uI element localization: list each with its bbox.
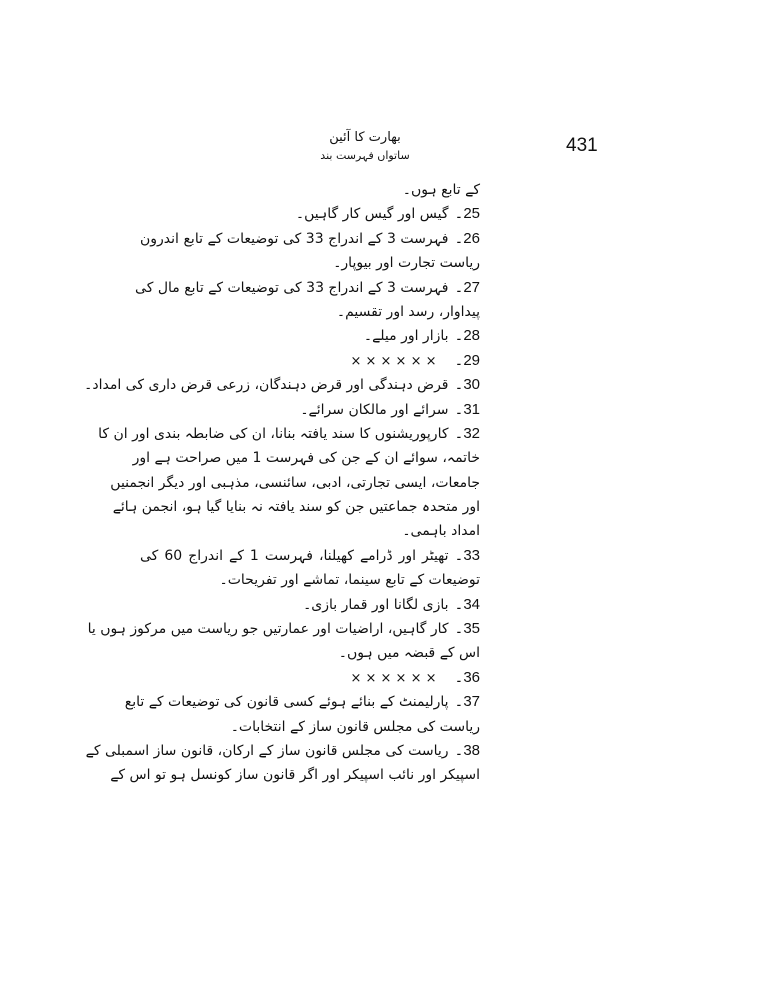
entry-number: 26۔ <box>454 229 480 247</box>
text-line <box>112 495 480 519</box>
entry-number: 28۔ <box>454 327 480 345</box>
text-line <box>140 593 480 617</box>
entry-text: بازار اور میلے۔ <box>363 328 449 345</box>
text-line <box>98 422 480 446</box>
entry-text: کارپوریشنوں کا سند یافتہ بنانا، ان کی ضابطہ بندی اور ان کا <box>98 425 449 442</box>
text-line <box>140 227 480 251</box>
text-line <box>140 324 480 348</box>
text-line <box>140 202 480 226</box>
text-line <box>132 446 480 470</box>
entry-text: امداد باہمی۔ <box>402 523 480 540</box>
text-line <box>135 276 480 300</box>
entry-number: 32۔ <box>454 424 480 442</box>
entry-number: 38۔ <box>454 741 480 759</box>
entry-text: × × × × × × <box>350 353 437 369</box>
entry-number: 36۔ <box>454 668 480 686</box>
entry-text: قرض دہندگی اور قرض دہندگان، زرعی قرض داری کی امداد۔ <box>84 377 449 394</box>
entry-text: اس کے قبضہ میں ہوں۔ <box>338 645 480 662</box>
entry-text: کار گاہیں، اراضیات اور عمارتیں جو ریاست میں مرکوز ہوں یا <box>87 621 449 638</box>
entry-number: 33۔ <box>454 546 480 564</box>
running-subtitle: ساتواں فہرست بند <box>320 149 410 162</box>
text-line <box>140 349 480 373</box>
entry-text: توضیعات کے تابع سینما، تماشے اور تفریحات۔ <box>219 572 480 589</box>
entry-text: × × × × × × <box>350 670 437 686</box>
text-line <box>140 666 480 690</box>
entry-number: 37۔ <box>454 693 480 711</box>
text-line <box>140 715 480 739</box>
entry-number: 30۔ <box>454 376 480 394</box>
entry-text: تھیٹر اور ڈرامے کھیلنا، فہرست 1 کے اندراج 60 کی <box>140 547 449 564</box>
entry-text: خاتمہ، سوائے ان کے جن کی فہرست 1 میں صراحت ہے اور <box>132 450 480 467</box>
entry-text: پیداوار، رسد اور تقسیم۔ <box>336 303 480 320</box>
entry-text: فہرست 3 کے اندراج 33 کی توضیعات کے تابع مال کی <box>135 279 449 296</box>
entry-text: ریاست کی مجلس قانون ساز کے انتخابات۔ <box>230 718 480 735</box>
text-line <box>140 300 480 324</box>
entry-number: 29۔ <box>454 351 480 369</box>
text-line <box>140 641 480 665</box>
entry-number: 31۔ <box>454 400 480 418</box>
entry-number: 35۔ <box>454 620 480 638</box>
text-line <box>87 617 480 641</box>
text-line <box>140 251 480 275</box>
text-line <box>85 739 480 763</box>
entry-text: سرائے اور مالکان سرائے۔ <box>300 401 449 418</box>
entry-text: کے تابع ہوں۔ <box>402 182 480 198</box>
entry-text: اور متحدہ جماعتیں جن کو سند یافتہ نہ بنایا گیا ہو، انجمن ہائے <box>112 499 480 516</box>
entry-number: 27۔ <box>454 278 480 296</box>
text-line <box>140 519 480 543</box>
page-header <box>300 128 430 164</box>
entry-text: جامعات، ایسی تجارتی، ادبی، سائنسی، مذہبی اور دیگر انجمنیں <box>110 474 480 491</box>
text-line <box>110 763 480 787</box>
entry-text: فہرست 3 کے اندراج 33 کی توضیعات کے تابع اندرون <box>140 230 449 247</box>
text-line <box>124 690 480 714</box>
entry-text: ریاست تجارت اور بیوپار۔ <box>333 255 480 272</box>
text-line <box>140 544 480 568</box>
text-line <box>84 373 480 397</box>
text-line <box>110 471 480 495</box>
entry-text: پارلیمنٹ کے بنائے ہوئے کسی قانون کی توضیعات کے تابع <box>124 694 449 711</box>
entry-number: 34۔ <box>454 595 480 613</box>
document-body <box>84 178 480 788</box>
page-number: 431 <box>566 135 598 156</box>
entry-number: 25۔ <box>454 205 480 223</box>
entry-text: گیس اور گیس کار گاہیں۔ <box>295 206 449 223</box>
entry-text: بازی لگانا اور قمار بازی۔ <box>303 596 449 613</box>
entry-text: اسپیکر اور نائب اسپیکر اور اگر قانون ساز کونسل ہو تو اس کے <box>110 767 480 784</box>
entry-text: ریاست کی مجلس قانون ساز کے ارکان، قانون ساز اسمبلی کے <box>85 742 449 759</box>
text-line <box>140 398 480 422</box>
running-title: بھارت کا آئین <box>329 130 401 145</box>
text-line <box>140 568 480 592</box>
text-line <box>140 178 480 202</box>
